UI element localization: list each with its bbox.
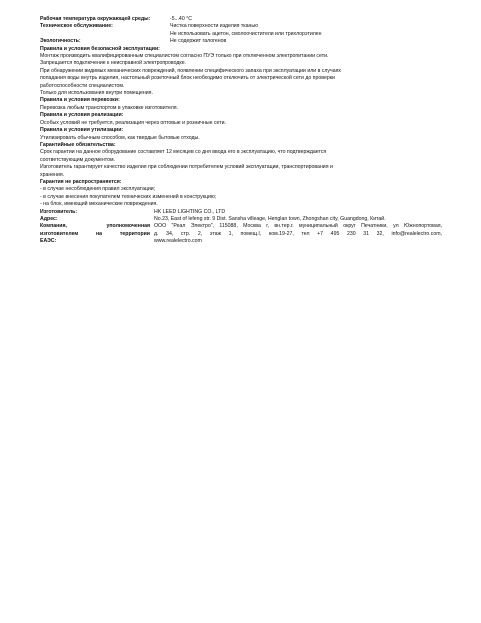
document-page [40,16,442,246]
manufacturer-label: Изготовитель: [40,208,78,215]
section-sales [40,112,442,127]
representative-label: Компания, уполномоченная изготовителем на территории ЕАЭС: [40,223,150,245]
section-line: Изготовитель гарантирует качество изделия при соблюдении потребителем условий эксплуатации, транспортирования и [40,164,333,171]
section-heading: Правила и условия безопасной эксплуатации: [40,45,160,52]
section-disposal [40,127,442,142]
section-line: Особых условий не требуется, реализация через оптовые и розничные сети. [40,119,226,126]
contacts-block [40,209,442,246]
spec-value: Не содержит галогенов [170,38,227,45]
section-line: - в случае внесения покупателем технических изменений в конструкцию; [40,193,217,200]
section-safety [40,46,442,98]
section-line: хранения. [40,171,65,178]
section-line: Перевозка любым транспортом в упаковке изготовителя. [40,104,178,111]
section-heading: Правила и условия перевозки: [40,97,120,104]
spec-value: Не использовать ацетон, смолоочистители или трихлорэтилен [170,30,322,37]
manufacturer-value: HK LEED LIGHTING CO., LTD [154,208,226,215]
spec-label: Рабочая температура окружающей среды: [40,16,151,22]
section-warranty [40,142,442,179]
spec-value: Чистка поверхности изделия тканью [170,23,258,30]
section-line: При обнаружении видимых механических повреждений, появлении специфического запаха при эксплуатации или в случаях [40,67,342,74]
section-line: Монтаж производить квалифицированным специалистом согласно ПУЭ только при отключенном электропитании сети. [40,53,329,60]
section-line: соответствующим документом. [40,156,115,163]
section-line: Срок гарантии на данное оборудование составляет 12 месяцев со дня ввода его в эксплуатацию, что подтверждается [40,149,327,156]
section-transport [40,97,442,112]
section-heading: Гарантия не распространяется: [40,178,122,185]
section-line: Запрещается подключение к неисправной электропроводке. [40,60,187,67]
section-warranty-exclusions [40,179,442,209]
section-heading: Правила и условия утилизации: [40,127,124,134]
spec-row-maintenance [40,23,442,38]
section-heading: Правила и условия реализации: [40,112,124,119]
representative-value: ООО "Реал Электро", 115088, Москва г, вн.тер.г. муниципальный округ Печатники, ул Южнопортовая, д. 34, стр. 2, этаж 1, помещ.I, ком.19-27, тел +7 495 230 31 32, info@realelectro.com, www.realelectro.com [154,223,442,245]
spec-label: Экологичность: [40,38,81,45]
section-line: Утилизировать обычным способом, как твердые бытовые отходы. [40,134,200,141]
section-line: Только для использования внутри помещения. [40,90,153,97]
section-line: - в случае несоблюдения правил эксплуатации; [40,186,156,193]
spec-block [40,16,442,46]
section-line: - на блок, имеющий механические повреждения. [40,201,158,208]
spec-label: Техническое обслуживание: [40,23,113,30]
section-line: работоспособности специалистом. [40,82,125,89]
spec-row-ecology [40,38,442,45]
address-label: Адрес: [40,215,58,222]
section-line: попадания воды внутрь изделия, настольный розеточный блок необходимо отключить от электрической сети до проверки [40,75,335,82]
spec-value: -5...40 °С [170,16,192,22]
section-heading: Гарантийные обязательства: [40,141,116,148]
address-value: No.23, East of lefeng str. 9 Dist. Sansha villeage, Henglan town, Zhongshan city, Guangdong, Китай. [154,215,386,222]
